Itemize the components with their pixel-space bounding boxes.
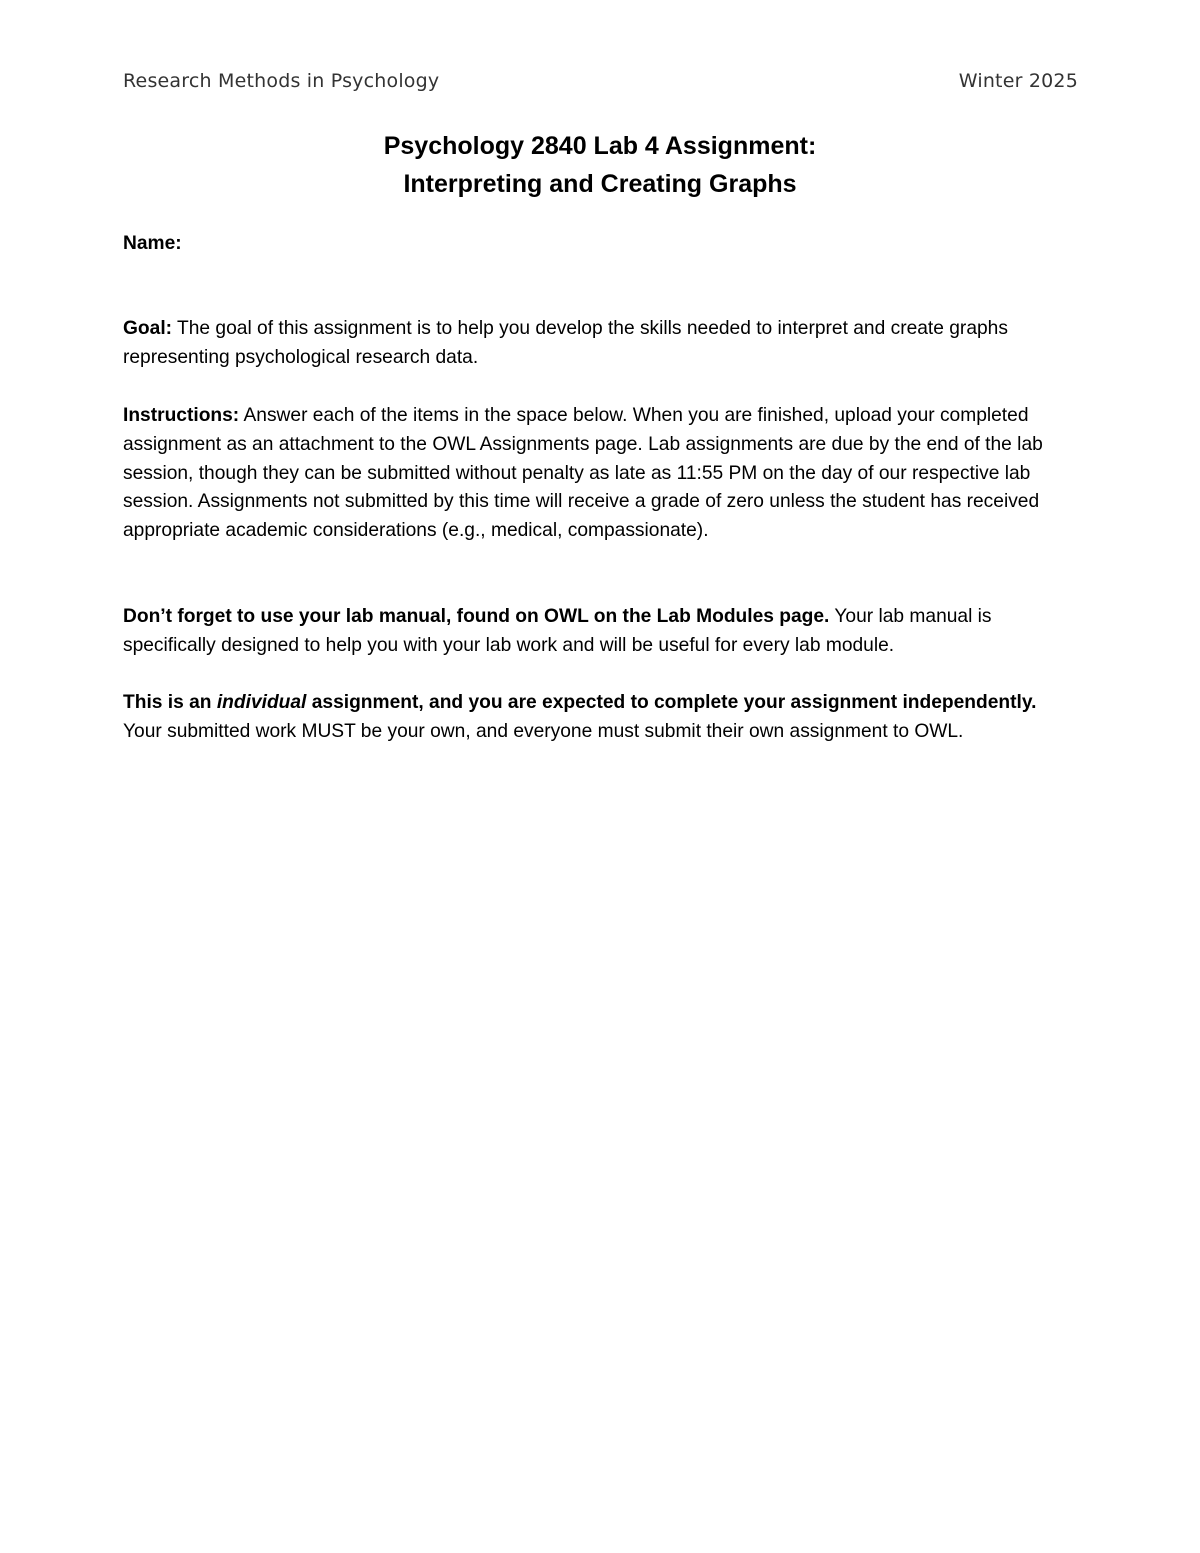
individual-bold-end: assignment, and you are expected to complete your assignment independently. (306, 692, 1037, 713)
individual-bold-start: This is an (123, 692, 217, 713)
header-term: Winter 2025 (958, 70, 1078, 92)
title-line-2: Interpreting and Creating Graphs (403, 170, 797, 198)
instructions-text: Answer each of the items in the space below. When you are finished, upload your completed assignment as an attachment to the OWL Assignments page. Lab assignments are due by the end of the lab session, though they can be submitted without penalty as late as 11:55 PM on the day of our respective lab session. Assignments not submitted by this time will receive a grade of zero unless the student has received appropriate academic considerations (e.g., medical, compassionate). (123, 405, 1043, 542)
document-title (0, 127, 1200, 203)
individual-text: Your submitted work MUST be your own, and everyone must submit their own assignment to OWL. (123, 720, 964, 742)
title-line-1: Psychology 2840 Lab 4 Assignment: (383, 132, 817, 160)
lab-manual-paragraph (123, 603, 1078, 661)
goal-label: Goal: (123, 318, 173, 339)
name-field-label: Name: (123, 233, 182, 254)
instructions-label: Instructions: (123, 405, 240, 426)
lab-manual-bold: Don’t forget to use your lab manual, found on OWL on the Lab Modules page. (123, 606, 830, 627)
individual-paragraph (123, 689, 1078, 747)
page-header (123, 70, 1078, 92)
goal-text: The goal of this assignment is to help you develop the skills needed to interpret and create graphs representing psychological research data. (123, 318, 1008, 368)
instructions-paragraph (123, 402, 1078, 546)
goal-paragraph (123, 315, 1078, 373)
individual-emphasis: individual (216, 692, 307, 713)
lab-manual-text: Your lab manual is specifically designed to help you with your lab work and will be useful for every lab module. (123, 606, 992, 656)
header-course: Research Methods in Psychology (123, 70, 440, 92)
